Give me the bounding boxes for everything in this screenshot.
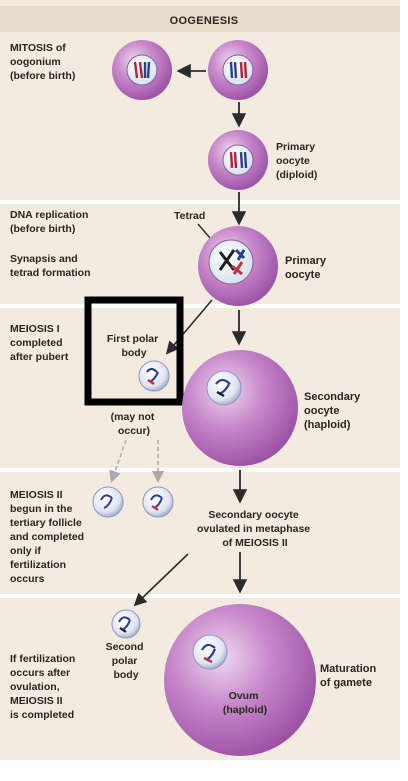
label-primary: Primary oocyte [285, 255, 326, 281]
polar-body-right [143, 487, 173, 517]
primary-oocyte-diploid-cell [208, 130, 268, 190]
label-meiosis2: MEIOSIS II begun in the tertiary follicle and completed only if fertilization occurs [10, 489, 85, 585]
secondary-oocyte-cell [182, 350, 298, 466]
label-ovulated: Secondary oocyte ovulated in metaphase of MEIOSIS II [196, 509, 311, 549]
first-polar-body [139, 361, 169, 391]
label-tetrad: Tetrad [174, 210, 206, 222]
label-ovum: Ovum (haploid) [222, 690, 268, 716]
label-synapsis: Synapsis and tetrad formation [10, 253, 91, 279]
label-dna: DNA replication (before birth) [10, 209, 89, 235]
label-first-polar: First polar body [106, 333, 159, 359]
diagram-title: OOGENESIS [169, 15, 239, 27]
label-meiosis1: MEIOSIS I completed after pubert [10, 323, 69, 363]
primary-oocyte-cell [198, 226, 278, 306]
oogonium-cell-left [112, 40, 172, 100]
label-secondary: Secondary oocyte (haploid) [304, 391, 361, 431]
label-maturation: Maturation of gamete [320, 663, 377, 689]
oogonium-cell-right [208, 40, 268, 100]
second-polar-body [112, 610, 140, 638]
label-mitosis: MITOSIS of oogonium (before birth) [10, 42, 76, 82]
label-primary-diploid: Primary oocyte (diploid) [276, 141, 318, 181]
label-second-polar: Second polar body [105, 641, 144, 681]
label-fertilization: If fertilization occurs after ovulation, MEIOSIS II is completed [10, 653, 76, 721]
ovum-cell [164, 604, 316, 756]
polar-body-left [93, 487, 123, 517]
label-may-not-occur: (may not occur) [110, 411, 155, 437]
